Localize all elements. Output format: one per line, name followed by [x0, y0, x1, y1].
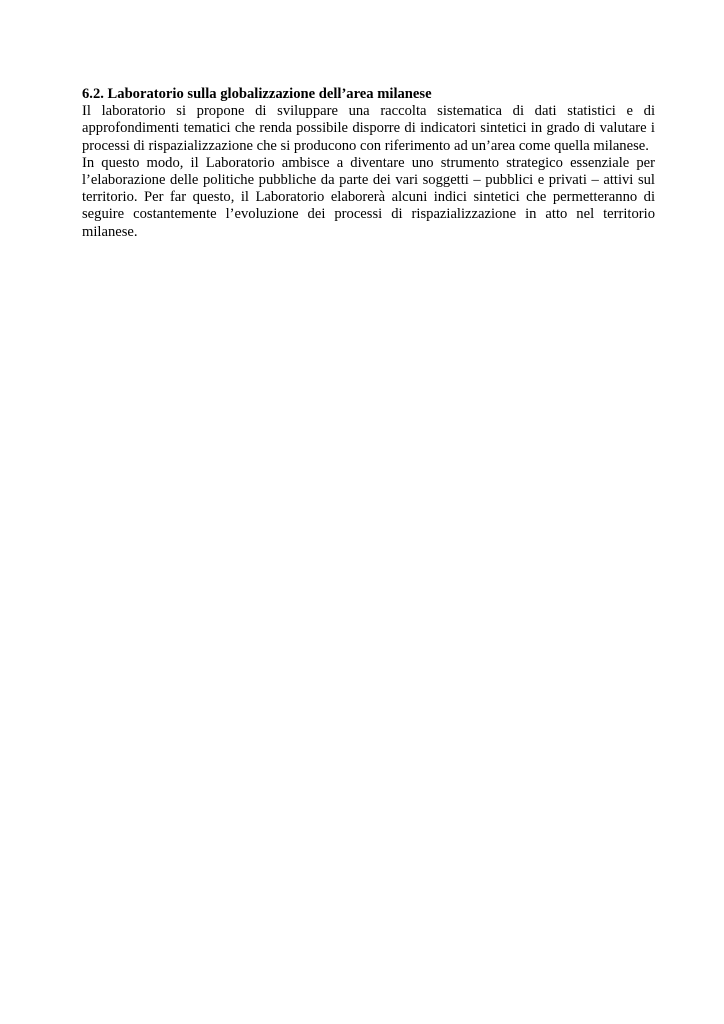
paragraph-1: Il laboratorio si propone di sviluppare una raccolta sistematica di dati statistici e di approfondimenti tematici che renda possibile disporre di indicatori sintetici in grado di valutare i processi di rispazializzazione che si producono con riferimento ad un’area come quella milanese. [82, 103, 655, 154]
section-heading: 6.2. Laboratorio sulla globalizzazione dell’area milanese [82, 86, 432, 102]
document-body [82, 86, 655, 241]
paragraph-2: In questo modo, il Laboratorio ambisce a diventare uno strumento strategico essenziale per l’elaborazione delle politiche pubbliche da parte dei vari soggetti – pubblici e privati – attivi sul territorio. Per far questo, il Laboratorio elaborerà alcuni indici sintetici che permetteranno di seguire costantemente l’evoluzione dei processi di rispazializzazione in atto nel territorio milanese. [82, 154, 655, 240]
